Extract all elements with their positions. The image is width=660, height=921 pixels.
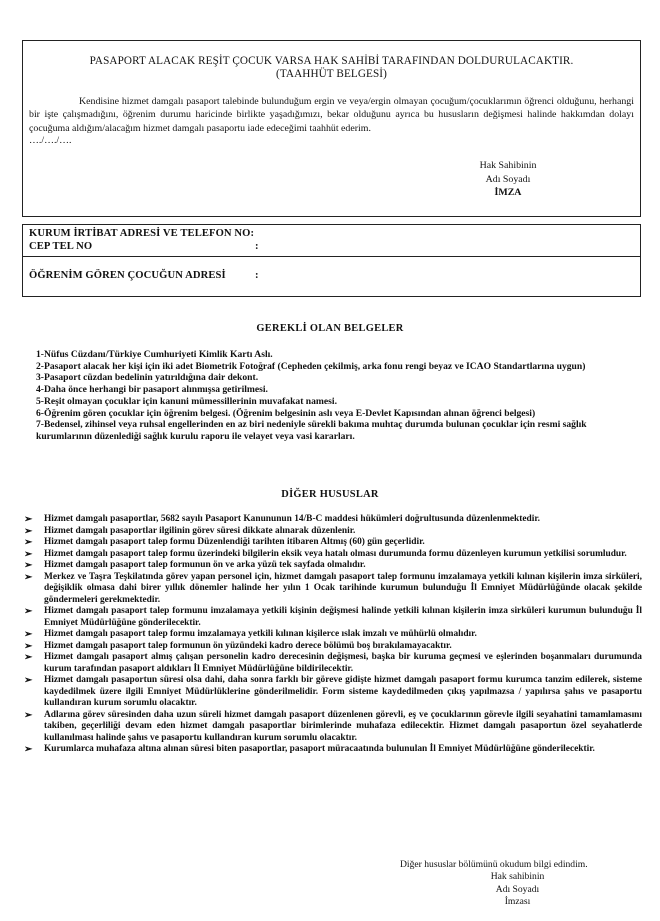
arrow-bullet-icon: ➢ [24,629,33,640]
final-signature-name-label: Adı Soyadı [495,883,540,895]
acknowledgement-text: Diğer hususlar bölümünü okudum bilgi edindim. [400,859,588,870]
other-matters-heading: DİĞER HUSUSLAR [281,489,379,500]
arrow-bullet-icon: ➢ [24,525,33,537]
other-item [22,526,642,538]
other-item-text: Kurumlarca muhafaza altına alınan süresi biten pasaportlar, pasaport müracaatında bulunulan İl Emniyet Müdürlüğüne gönderilecektir. [44,744,595,754]
date-field: …./…./…. [29,135,72,146]
arrow-bullet-icon: ➢ [24,652,33,663]
other-item-text: Hizmet damgalı pasaport talep formunu imzalamaya yetkili kişinin değişmesi halinde yetkili kılınan kişilerin imza sirküleri kurumun bulunduğu İl Emniyet Müdürlüğüne gönderilecektir. [44,606,642,628]
required-item: 6-Öğrenim gören çocuklar için öğrenim belgesi. (Öğrenim belgesinin aslı veya E-Devlet Kapısından alınan öğrenci belgesi) [36,407,536,419]
other-item [22,744,642,756]
other-item-text: Merkez ve Taşra Teşkilatında görev yapan personel için, hizmet damgalı pasaport talep formunu imzalamaya yetkili kılınan kişilerin imza sirküleri, değişiklik olmasa dahi birer yıllık dönemler halinde her yılın 1 Ocak tarihinde kurumun bulunduğu İl Emniyet Müdürlüğünde olacak şekilde göndermeleri gerekmektedir. [44,571,642,605]
child-address-colon: : [255,270,259,281]
arrow-bullet-icon: ➢ [24,537,33,548]
signature-block [448,159,568,200]
other-item-text: Adlarına görev süresinden daha uzun süreli hizmet damgalı pasaport düzenlenen görevli, eş ve çocuklarının görevle ilgili seyahatini tamamlamasını takiben, geçerliliği devam eden hizmet damgalı pasaportlar birimlerinde muhafaza edilecektir. Hizmet damgalı pasaportun özel seyahatlerde kullanılması halinde şahıs ve pasaportu kullandıran kurum sorumlu olacaktır. [44,709,642,743]
other-item-text: Hizmet damgalı pasaport almış çalışan personelin kadro derecesinin değişmesi, başka bir kuruma geçmesi ve eşlerinden boşanmaları durumunda kurum tarafından pasaport aldıkları İl Emniyet Müdürlüğüne bildirilecektir. [44,652,642,674]
undertaking-paragraph: Kendisine hizmet damgalı pasaport talebinde bulunduğum ergin ve veya/ergin olmayan çocuğum/çocuklarımın öğrenci olduğunu, herhangi bir işte çalışmadığını, öğrenim durumu haricinde birlikte yaşadığımızı, bekar olduğunu ayrıca bu hususların değişmesi halinde hakkımdan dolayı çocuğuma aldığım/alacağım hizmet damgalı pasaportu iade edeceğimi taahhüt ederim. [29,96,634,134]
institution-address-label: KURUM İRTİBAT ADRESİ VE TELEFON NO: [29,228,255,239]
required-documents-list [36,349,638,443]
other-item-text: Hizmet damgalı pasaport talep formu üzerindeki bilgilerin eksik veya hatalı olması durumunda formu düzenleyen kurumun yetkilisi sorumludur. [44,548,627,559]
final-signature-label: İmzası [504,895,531,907]
signature-name-label: Adı Soyadı [485,173,531,185]
other-item [22,641,642,653]
title-line-2: (TAAHHÜT BELGESİ) [276,68,387,80]
signature-owner-label: Hak Sahibinin [479,160,537,171]
arrow-bullet-icon: ➢ [24,744,33,755]
required-item: 3-Pasaport cüzdan bedelinin yatırıldığına dair dekont. [36,372,259,384]
child-address-box [22,257,641,297]
other-item [22,549,642,561]
required-item: 1-Nüfus Cüzdanı/Türkiye Cumhuriyeti Kimlik Kartı Aslı. [36,349,273,360]
arrow-bullet-icon: ➢ [24,571,33,583]
other-item [22,710,642,745]
final-signature-owner-label: Hak sahibinin [490,871,545,883]
other-item-text: Hizmet damgalı pasaport talep formunun ön yüzündeki kadro derece bölümü boş bırakılamayacaktır. [44,640,452,651]
other-item [22,606,642,629]
undertaking-title [23,55,640,81]
other-item-text: Hizmet damgalı pasaport talep formunun ön ve arka yüzü tek sayfada olmalıdır. [44,560,366,570]
arrow-bullet-icon: ➢ [24,675,33,686]
other-item-text: Hizmet damgalı pasaport talep formu imzalamaya yetkili kılınan kişilerce ıslak imzalı ve mühürlü olmalıdır. [44,629,477,639]
other-item-text: Hizmet damgalı pasaportlar, 5682 sayılı Pasaport Kanununun 14/B-C maddesi hükümleri doğrultusunda düzenlenmektedir. [44,514,540,524]
other-item-text: Hizmet damgalı pasaportlar ilgilinin görev süresi dikkate alınarak düzenlenir. [44,525,356,536]
child-address-label: ÖĞRENİM GÖREN ÇOCUĞUN ADRESİ [29,270,226,281]
arrow-bullet-icon: ➢ [24,709,33,721]
required-item: 2-Pasaport alacak her kişi için iki adet Biometrik Fotoğraf (Cepheden çekilmiş, arka fonu rengi beyaz ve ICAO Standartlarına uygun) [36,360,586,372]
undertaking-box [22,40,641,217]
other-item [22,629,642,641]
contact-box [22,224,641,257]
other-item-text: Hizmet damgalı pasaport talep formu Düzenlendiği tarihten itibaren Altmış (60) gün geçerlidir. [44,537,425,547]
required-item: 7-Bedensel, zihinsel veya ruhsal engellerinden en az biri nedeniyle sürekli bakıma muhtaç durumda bulunan çocuklar için resmi sağlık kurumlarının düzenlediği sağlık kurulu raporu ile velayet veya vasi kararları. [36,419,587,442]
arrow-bullet-icon: ➢ [24,514,33,525]
other-item [22,675,642,710]
mobile-phone-label: CEP TEL NO [29,241,93,252]
other-item [22,537,642,549]
arrow-bullet-icon: ➢ [24,606,33,617]
arrow-bullet-icon: ➢ [24,548,33,560]
signature-label: İMZA [494,187,522,198]
title-line-1: PASAPORT ALACAK REŞİT ÇOCUK VARSA HAK SAHİBİ TARAFINDAN DOLDURULACAKTIR. [89,55,574,67]
other-matters-list [22,514,642,756]
other-item [22,652,642,675]
required-documents-heading: GEREKLİ OLAN BELGELER [256,323,404,334]
other-item-text: Hizmet damgalı pasaportun süresi olsa dahi, daha sonra farklı bir göreve gidişte hizmet damgalı pasaport formu kurumca tanzim edilerek, sisteme kaydedilmek üzere ilgili Emniyet Müdürlüklerine gönderilmelidir. Form sisteme kaydedilmeden çıkış yapılmazsa / yapılırsa şahıs ve pasaportu kullandıran kurum sorumlu olacaktır. [44,675,642,708]
mobile-phone-colon: : [255,241,259,252]
other-item [22,514,642,526]
acknowledgement-block [400,859,620,908]
other-item [22,560,642,572]
arrow-bullet-icon: ➢ [24,640,33,652]
arrow-bullet-icon: ➢ [24,560,33,571]
required-item: 4-Daha önce herhangi bir pasaport alınmışsa getirilmesi. [36,384,268,396]
other-item [22,572,642,607]
required-item: 5-Reşit olmayan çocuklar için kanuni mümessillerinin muvafakat namesi. [36,395,337,407]
